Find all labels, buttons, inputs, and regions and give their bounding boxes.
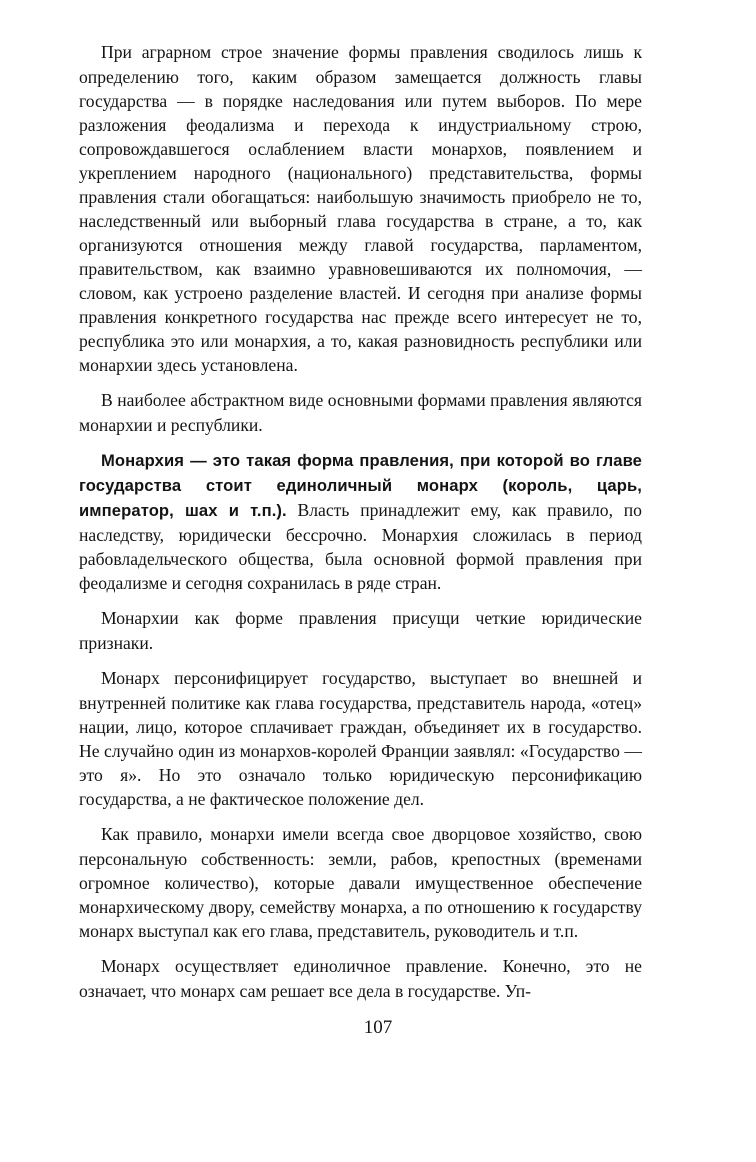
paragraph-text: Власть принадлежит ему, как правило, по наследству, юридически бессрочно. Монархия сложилась в период рабовладельческого общества, была основной формой правления при феодализме и сегодня сохранилась в ряде стран. bbox=[79, 500, 642, 593]
paragraph-monarchy-features bbox=[79, 606, 642, 655]
paragraph-main-forms bbox=[79, 388, 642, 437]
paragraph-text: Монархии как форме правления присущи четкие юридические признаки. bbox=[79, 608, 642, 653]
paragraph-text: Монарх персонифицирует государство, выступает во внешней и внутренней политике как глава государства, представитель народа, «отец» нации, лицо, которое сплачивает граждан, объединяет их в государство. Не случайно один из монархов-королей Франции заявлял: «Государство — это я». Но это означало только юридическую персонификацию государства, а не фактическое положение дел. bbox=[79, 668, 642, 809]
paragraph-form-of-government bbox=[79, 40, 642, 377]
paragraph-text: Монарх осуществляет единоличное правление. Конечно, это не означает, что монарх сам решает все дела в государстве. Уп- bbox=[79, 956, 642, 1001]
page-body bbox=[79, 40, 642, 1014]
paragraph-text: Как правило, монархи имели всегда свое дворцовое хозяйство, свою персональную собственность: земли, рабов, крепостных (временами огромное количество), которые давали имущественное обеспечение монархическому двору, семейству монарха, а по отношению к государству монарх выступал как его глава, представитель, руководитель и т.п. bbox=[79, 824, 642, 941]
paragraph-court-economy bbox=[79, 822, 642, 943]
paragraph-text: В наиболее абстрактном виде основными формами правления являются монархии и республики. bbox=[79, 390, 642, 435]
paragraph-sole-rule bbox=[79, 954, 642, 1003]
page-number: 107 bbox=[363, 1017, 393, 1038]
paragraph-personification bbox=[79, 666, 642, 811]
paragraph-monarchy-definition bbox=[79, 448, 642, 595]
paragraph-text: При аграрном строе значение формы правления сводилось лишь к определению того, каким образом замещается должность главы государства — в порядке наследования или путем выборов. По мере разложения феодализма и перехода к индустриальному строю, сопровождавшегося ослаблением власти монархов, появлением и укреплением народного (национального) представительства, формы правления стали обогащаться: наибольшую значимость приобрело не то, наследственный или выборный глава государства в стране, а то, как организуются отношения между главой государства, парламентом, правительством, как взаимно уравновешиваются их полномочия, — словом, как устроено разделение властей. И сегодня при анализе формы правления конкретного государства нас прежде всего интересует не то, республика это или монархия, а то, какая разновидность республики или монархии здесь установлена. bbox=[79, 42, 642, 375]
monarchy-definition-bold: Монархия — это такая форма правления, при которой во главе государства стоит единоличный монарх (король, царь, император, шах и т.п.). bbox=[79, 451, 642, 520]
